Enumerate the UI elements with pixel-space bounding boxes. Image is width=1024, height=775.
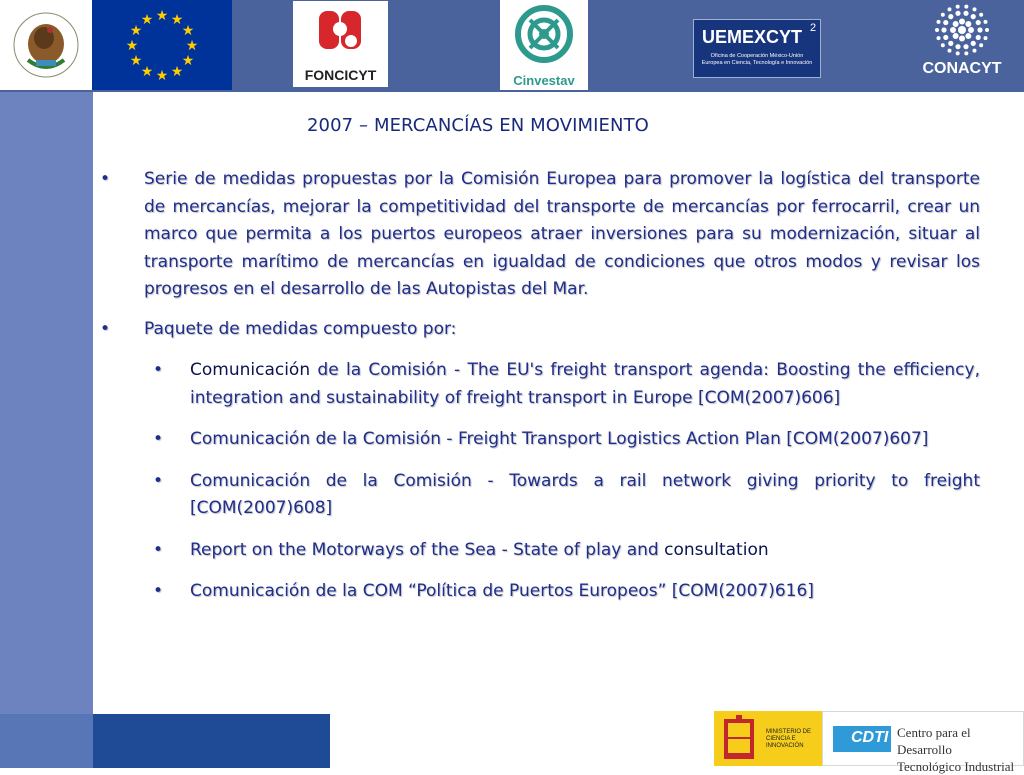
eu-star-icon: ★	[155, 8, 169, 24]
conacyt-logo	[900, 0, 1024, 90]
conacyt-dot	[958, 26, 966, 34]
bullet-text: Serie de medidas propuestas por la Comisión Europea para promover la logística del transporte de mercancías, mejorar la competitividad del transporte de mercancías por ferrocarril, crear un marco que permita a los puertos europeos atraer inversiones para su modernización, situar al transporte marítimo de mercancías en igualdad de condiciones que otros modos y revisar los progresos en el desarrollo de las Autopistas del Mar.	[144, 169, 980, 299]
sub-bullet-item	[100, 468, 980, 523]
conacyt-dot	[937, 36, 941, 40]
bullet-text: Comunicación de la Comisión - Towards a rail network giving priority to freight [COM(2007)608]	[190, 470, 980, 518]
conacyt-dot	[976, 35, 981, 40]
eu-star-icon: ★	[170, 63, 184, 80]
uemexcyt-superscript: 2	[810, 22, 817, 34]
conacyt-dot	[956, 5, 960, 9]
conacyt-dot	[983, 36, 987, 40]
conacyt-dot	[965, 33, 971, 39]
bullet-text: Comunicación de la COM “Política de Puertos Europeos” [COM(2007)616]	[190, 581, 814, 601]
conacyt-dot	[971, 41, 976, 46]
cdti-box	[833, 726, 891, 752]
bullet-text: de la Comisión - The EU's freight transport agenda: Boosting the efficiency, integration and sustainability of freight transport in Europe [COM(2007)606]	[190, 360, 980, 408]
conacyt-dot	[950, 27, 956, 33]
bullet-text: Report on the Motorways of the Sea - State of play and	[190, 539, 665, 560]
bullet-icon: •	[100, 318, 111, 339]
eu-star-icon: ★	[129, 23, 143, 39]
eu-star-icon: ★	[140, 63, 154, 80]
conacyt-dot	[979, 43, 983, 47]
foncicyt-logo	[293, 1, 388, 87]
sub-bullet-item	[100, 426, 980, 454]
eu-star-icon: ★	[140, 12, 154, 29]
conacyt-dot	[959, 36, 965, 42]
eu-star-icon: ★	[181, 23, 195, 39]
sub-bullet-item	[100, 578, 980, 606]
bullet-item	[100, 166, 980, 304]
eu-star-icon: ★	[181, 53, 195, 69]
bullet-lead-text: Comunicación	[190, 360, 311, 380]
conacyt-dot	[953, 33, 959, 39]
cdti-name-line2: Tecnológico Industrial	[897, 759, 1015, 774]
uemexcyt-subtitle: Oficina de Cooperación México-Unión Europea en Ciencia, Tecnología e Innovación	[701, 53, 813, 66]
conacyt-dot	[948, 49, 952, 53]
conacyt-dot	[963, 11, 968, 16]
eu-flag-logo	[92, 0, 232, 90]
bullet-item	[100, 316, 980, 344]
bullet-text: Paquete de medidas compuesto por:	[144, 318, 457, 339]
conacyt-dot	[965, 21, 971, 27]
conacyt-dot	[948, 7, 952, 11]
bullet-icon: •	[153, 470, 164, 491]
conacyt-dot	[959, 18, 965, 24]
conacyt-label: CONACYT	[922, 60, 1002, 77]
conacyt-dot	[941, 43, 945, 47]
sub-bullet-item	[100, 537, 980, 565]
eu-star-icon: ★	[125, 38, 139, 54]
eu-star-icon: ★	[170, 12, 184, 29]
bullet-icon: •	[153, 429, 164, 449]
slide-content	[100, 166, 980, 606]
bullet-text: Comunicación de la Comisión - Freight Transport Logistics Action Plan [COM(2007)607]	[190, 429, 929, 449]
conacyt-dot	[976, 20, 981, 25]
bullet-icon: •	[153, 360, 164, 380]
cdti-logo	[822, 711, 1024, 774]
conacyt-dot	[948, 14, 953, 19]
conacyt-dot	[956, 51, 960, 55]
conacyt-dot	[948, 41, 953, 46]
conacyt-dot	[964, 51, 968, 55]
bullet-icon: •	[153, 539, 164, 560]
conacyt-dot	[937, 20, 941, 24]
cdti-fullname	[897, 724, 1023, 775]
conacyt-dot	[941, 27, 946, 32]
cdti-name-line1: Centro para el Desarrollo	[897, 725, 971, 757]
conacyt-dot	[955, 44, 960, 49]
ministerio-logo	[714, 711, 822, 766]
conacyt-dot	[963, 44, 968, 49]
conacyt-dots-icon	[900, 0, 1024, 60]
conacyt-dot	[941, 13, 945, 17]
conacyt-dot	[953, 21, 959, 27]
sub-bullet-item	[100, 357, 980, 412]
ministerio-label: MINISTERIO DE CIENCIA E INNOVACIÓN	[766, 729, 812, 749]
cdti-label: CDTI	[851, 729, 889, 746]
conacyt-dot	[979, 13, 983, 17]
slide-title: 2007 – MERCANCÍAS EN MOVIMIENTO	[307, 115, 649, 136]
conacyt-dot	[983, 20, 987, 24]
conacyt-dot	[935, 28, 939, 32]
eu-star-icon: ★	[185, 38, 199, 54]
left-decorative-strip	[0, 92, 93, 714]
conacyt-dot	[973, 7, 977, 11]
eu-star-icon: ★	[155, 68, 169, 84]
bottom-left-strip	[0, 714, 93, 768]
eu-stars-icon	[92, 0, 232, 90]
cinvestav-logo	[500, 0, 588, 90]
conacyt-dot	[943, 20, 948, 25]
bullet-icon: •	[153, 581, 164, 601]
conacyt-dot	[973, 49, 977, 53]
conacyt-dot	[971, 14, 976, 19]
foncicyt-label: FONCICYT	[304, 67, 377, 83]
bullet-icon: •	[100, 169, 111, 189]
conacyt-dot	[985, 28, 989, 32]
conacyt-dot	[964, 5, 968, 9]
uemexcyt-title: UEMEXCYT	[702, 27, 803, 47]
uemexcyt-logo	[693, 19, 821, 78]
conacyt-dot	[968, 27, 974, 33]
conacyt-dot	[955, 11, 960, 16]
bullet-tail-text: consultation	[664, 539, 769, 560]
mexico-coat-of-arms-logo	[0, 0, 92, 90]
conacyt-dot	[977, 27, 982, 32]
cinvestav-label: Cinvestav	[513, 73, 575, 88]
conacyt-dot	[943, 35, 948, 40]
eu-star-icon: ★	[129, 53, 143, 69]
